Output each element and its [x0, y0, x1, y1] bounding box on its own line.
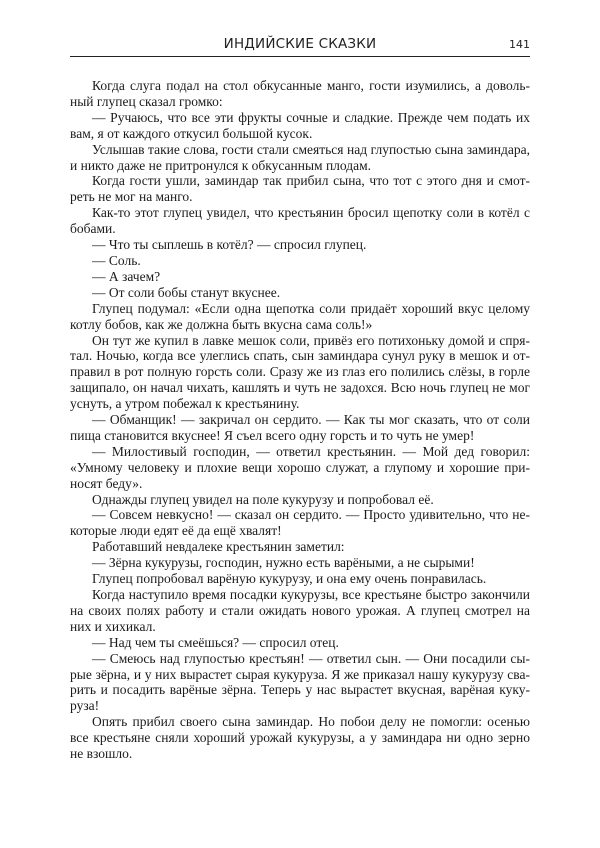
paragraph: Он тут же купил в лавке мешок соли, привёз его потихоньку домой и спрятал. Ночью, когда все улеглись спать, сын заминдара сунул руку в мешок и отправил в рот полную горсть соли. Сразу же из глаз его полились слёзы, в горле защипало, он начал чихать, кашлять и чуть не задохся. Всю ночь глупец не мог уснуть, а утром побежал к крестьянину.	[70, 332, 530, 412]
paragraph: — Соль.	[92, 252, 141, 268]
paragraph: — Милостивый господин, — ответил крестьянин. — Мой дед говорил: «Умному человеку и плохие вещи хорошо служат, а глупому и хорошие приносят беду».	[70, 443, 530, 491]
paragraph: — От соли бобы станут вкуснее.	[92, 284, 281, 300]
paragraph: Услышав такие слова, гости стали смеяться над глупостью сына заминдара, и никто даже не притронулся к обкусанным плодам.	[70, 141, 530, 173]
paragraph: Когда слуга подал на стол обкусанные манго, гости изумились, а довольный глупец сказал громко:	[70, 78, 530, 109]
paragraph: — Совсем невкусно! — сказал он сердито. — Просто удивительно, что некоторые люди едят её да ещё хвалят!	[70, 507, 530, 539]
paragraph: Работавший невдалеке крестьянин заметил:	[92, 539, 345, 555]
paragraph: Когда наступило время посадки кукурузы, все крестьяне быстро закончили на своих полях работу и стали ожидать нового урожая. А глупец смотрел на них и хихикал.	[70, 587, 530, 634]
page-number: 141	[509, 38, 530, 51]
paragraph: — Над чем ты смеёшься? — спросил отец.	[92, 634, 339, 650]
paragraph: — Ручаюсь, что все эти фрукты сочные и сладкие. Прежде чем подать их вам, я от каждого откусил большой кусок.	[70, 109, 530, 141]
paragraph: — Что ты сыплешь в котёл? — спросил глупец.	[92, 237, 367, 253]
body-text	[70, 78, 530, 762]
paragraph: Как-то этот глупец увидел, что крестьянин бросил щепотку соли в котёл с бобами.	[70, 205, 530, 237]
header-title: ИНДИЙСКИЕ СКАЗКИ	[223, 36, 377, 52]
paragraph: Однажды глупец увидел на поле кукурузу и попробовал её.	[92, 491, 434, 507]
running-header	[70, 36, 530, 57]
paragraph: — А зачем?	[92, 268, 161, 284]
paragraph: Опять прибил своего сына заминдар. Но побои делу не помогли: осенью все крестьяне сняли хороший урожай кукурузы, а у заминдара ни одно зерно не взошло.	[70, 714, 530, 762]
paragraph: Когда гости ушли, заминдар так прибил сына, что тот с этого дня и смотреть не мог на манго.	[70, 173, 530, 205]
paragraph: — Зёрна кукурузы, господин, нужно есть варёными, а не сырыми!	[92, 555, 475, 571]
paragraph: Глупец подумал: «Если одна щепотка соли придаёт хороший вкус целому котлу бобов, как же должна быть вкусна сама соль!»	[70, 300, 530, 332]
paragraph: Глупец попробовал варёную кукурузу, и она ему очень понравилась.	[92, 571, 487, 587]
paragraph: — Смеюсь над глупостью крестьян! — ответил сын. — Они посадили сырые зёрна, и у них вырастет сырая кукуруза. Я же приказал нашу кукурузу сварить и посадить варёные зёрна. Теперь у нас вырастет вкусная, варёная кукуруза!	[70, 650, 530, 714]
paragraph: — Обманщик! — закричал он сердито. — Как ты мог сказать, что от соли пища становится вкуснее! Я съел всего одну горсть и то чуть не умер!	[70, 412, 530, 443]
